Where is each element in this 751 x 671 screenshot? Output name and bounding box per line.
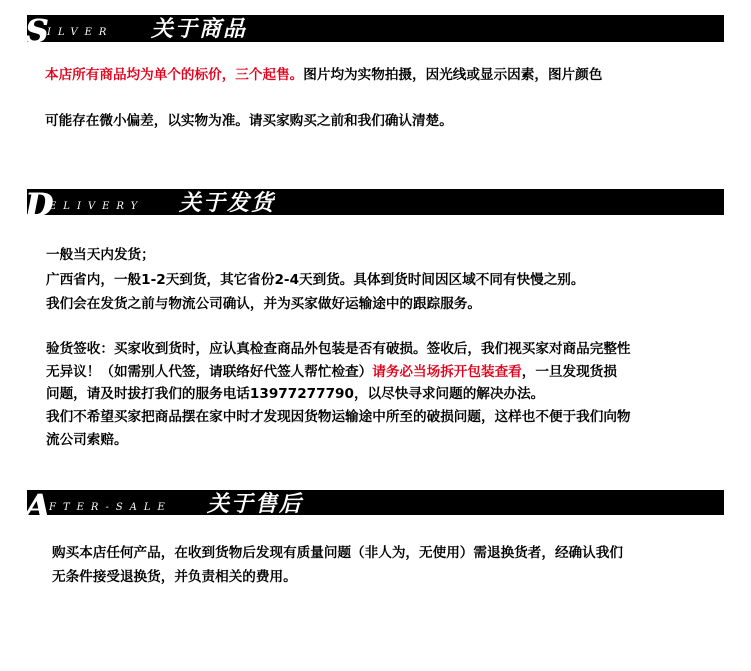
- delivery-line-6: 问题，请及时拔打我们的服务电话13977277790，以尽快寻求问题的解决办法。: [46, 386, 545, 402]
- delivery-line-5-text-b: ，一旦发现货损: [521, 364, 617, 380]
- header-initial-letter: S: [25, 12, 49, 50]
- header-title-cn: 关于售后: [207, 492, 304, 517]
- delivery-line-4: 验货签收：买家收到货时，应认真检查商品外包装是否有破损。签收后，我们视买家对商品完整性: [46, 341, 631, 357]
- header-english-word: FTER-SALE: [49, 502, 172, 513]
- header-title-cn: 关于发货: [179, 191, 276, 216]
- after-sale-line-2: 无条件接受退换货，并负责相关的费用。: [52, 569, 297, 585]
- header-title-cn: 关于商品: [151, 17, 248, 42]
- header-initial-letter: D: [25, 186, 53, 224]
- after-sale-line-1: 购买本店任何产品，在收到货物后发现有质量问题（非人为，无使用）需退换货者，经确认我们: [52, 545, 623, 561]
- delivery-line-2: 广西省内，一般1-2天到货，其它省份2-4天到货。具体到货时间因区域不同有快慢之别。: [46, 272, 585, 288]
- header-initial-letter: A: [25, 487, 50, 525]
- header-english-word: ILVER: [47, 27, 114, 38]
- section-header-delivery: [25, 186, 724, 224]
- delivery-line-8: 流公司索赔。: [46, 432, 128, 448]
- silver-line-1: [45, 64, 602, 86]
- delivery-highlight-text: 请务必当场拆开包装查看: [372, 364, 522, 380]
- delivery-line-7: 我们不希望买家把商品摆在家中时才发现因货物运输途中所至的破损问题，这样也不便于我们向物: [46, 409, 631, 425]
- delivery-line-5: [46, 361, 617, 383]
- section-header-after-sale: [25, 487, 724, 525]
- delivery-line-1: 一般当天内发货；: [46, 247, 155, 263]
- silver-line-1-text: 图片均为实物拍摄，因光线或显示因素，图片颜色: [303, 67, 603, 83]
- silver-highlight-text: 本店所有商品均为单个的标价，三个起售。: [45, 67, 304, 83]
- header-english-word: ELIVERY: [49, 201, 145, 212]
- delivery-line-3: 我们会在发货之前与物流公司确认，并为买家做好运输途中的跟踪服务。: [46, 296, 481, 312]
- delivery-line-5-text-a: 无异议！（如需别人代签，请联络好代签人帮忙检查）: [46, 364, 373, 380]
- section-header-silver: [25, 12, 724, 50]
- silver-line-2: 可能存在微小偏差，以实物为准。请买家购买之前和我们确认清楚。: [45, 113, 453, 129]
